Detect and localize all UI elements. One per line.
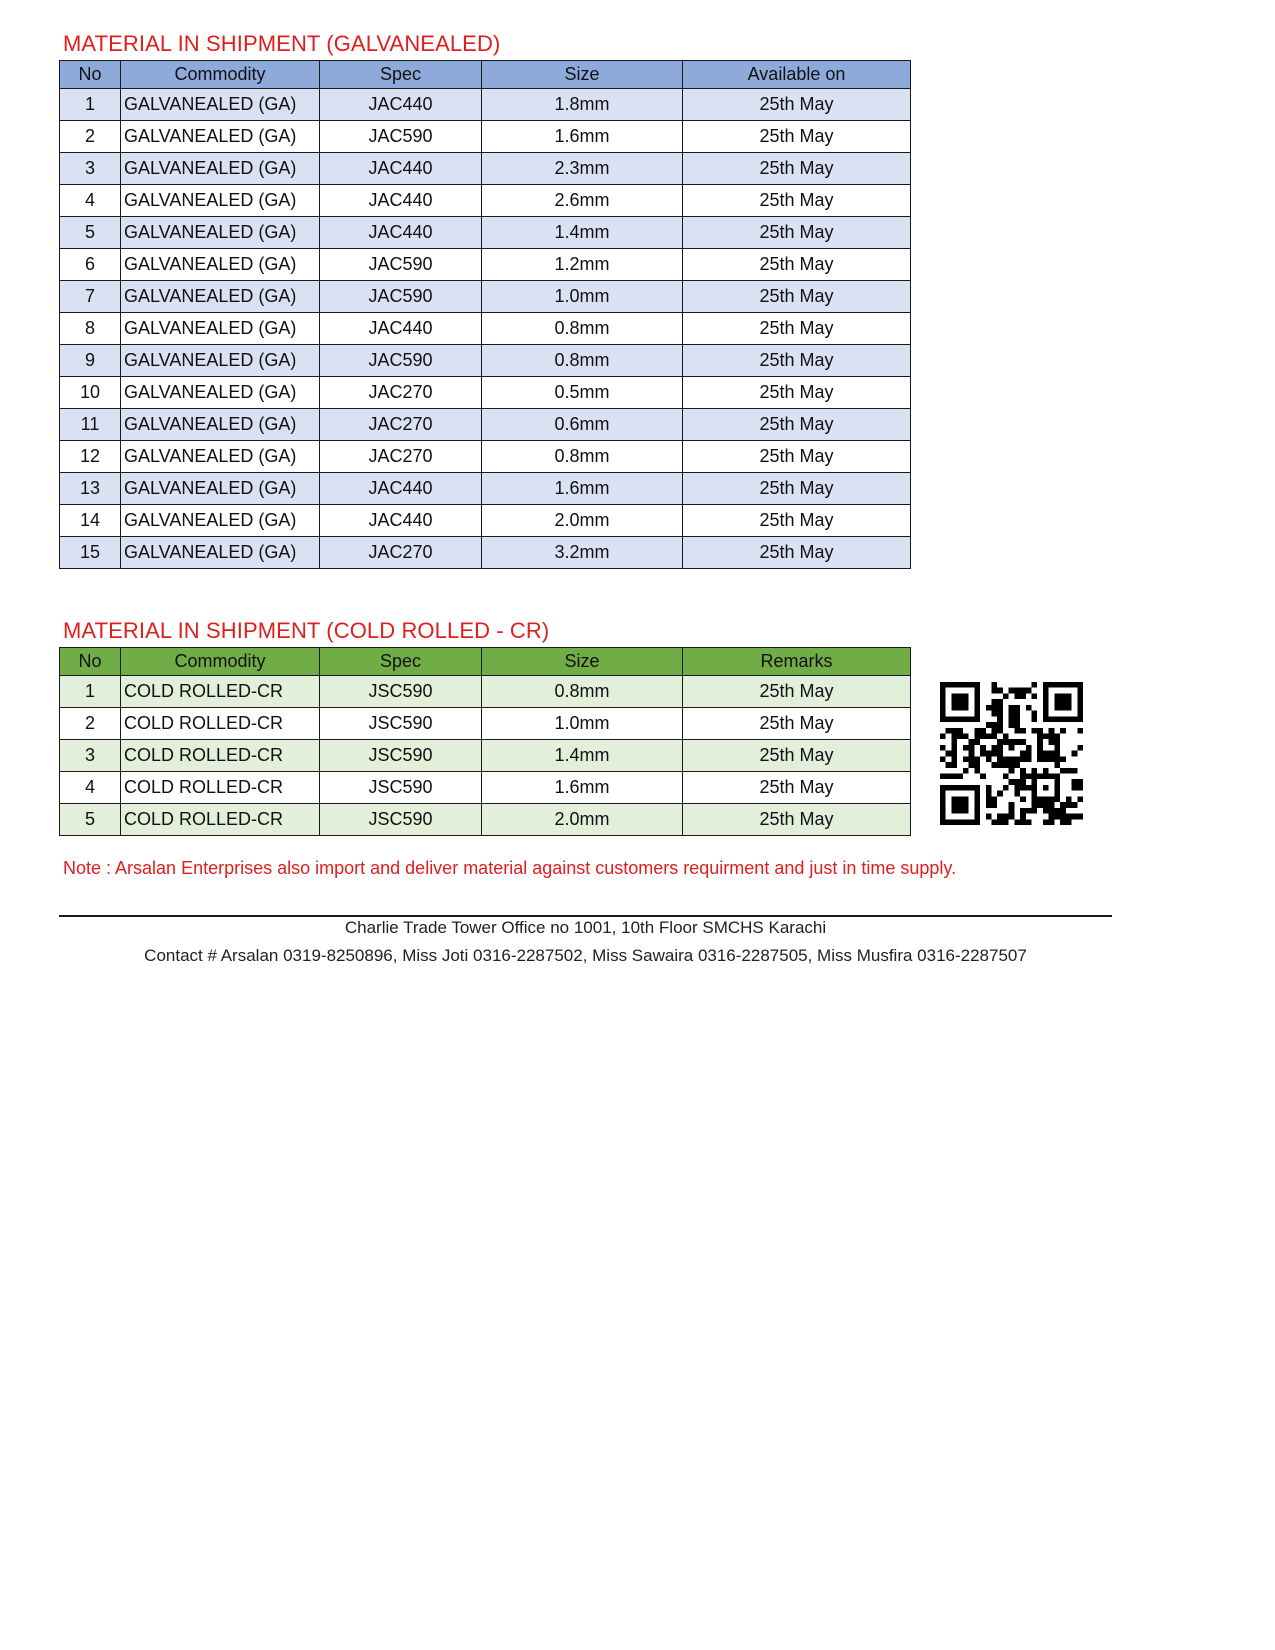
cell-no: 5 — [60, 804, 121, 836]
cell-spec: JAC440 — [320, 505, 482, 537]
cell-spec: JAC440 — [320, 153, 482, 185]
table-row — [60, 740, 911, 772]
cell-date: 25th May — [683, 708, 911, 740]
cell-date: 25th May — [683, 676, 911, 708]
cell-spec: JAC440 — [320, 473, 482, 505]
column-header-available-on: Available on — [683, 61, 911, 89]
cell-commodity: COLD ROLLED-CR — [121, 676, 320, 708]
cell-commodity: GALVANEALED (GA) — [121, 217, 320, 249]
cell-no: 10 — [60, 377, 121, 409]
cell-size: 0.8mm — [482, 345, 683, 377]
footer-contact: Contact # Arsalan 0319-8250896, Miss Joti 0316-2287502, Miss Sawaira 0316-2287505, Miss Musfira 0316-2287507 — [144, 946, 1027, 965]
table-row — [60, 185, 911, 217]
column-header-spec: Spec — [320, 648, 482, 676]
cell-spec: JSC590 — [320, 708, 482, 740]
cell-date: 25th May — [683, 377, 911, 409]
cell-no: 4 — [60, 185, 121, 217]
table-row — [60, 804, 911, 836]
column-header-commodity: Commodity — [121, 61, 320, 89]
cell-commodity: GALVANEALED (GA) — [121, 313, 320, 345]
cell-spec: JAC590 — [320, 281, 482, 313]
table-row — [60, 537, 911, 569]
cell-no: 11 — [60, 409, 121, 441]
table-row — [60, 441, 911, 473]
cell-size: 3.2mm — [482, 537, 683, 569]
table-row — [60, 121, 911, 153]
cell-size: 0.8mm — [482, 441, 683, 473]
cell-spec: JAC590 — [320, 121, 482, 153]
cell-commodity: GALVANEALED (GA) — [121, 441, 320, 473]
cell-size: 1.0mm — [482, 281, 683, 313]
cell-no: 2 — [60, 121, 121, 153]
cell-date: 25th May — [683, 217, 911, 249]
table-row — [60, 377, 911, 409]
cell-size: 1.6mm — [482, 473, 683, 505]
cell-spec: JAC590 — [320, 249, 482, 281]
cell-commodity: COLD ROLLED-CR — [121, 740, 320, 772]
cell-spec: JAC440 — [320, 89, 482, 121]
cell-commodity: GALVANEALED (GA) — [121, 505, 320, 537]
galvanealed-table — [59, 60, 911, 569]
cell-no: 6 — [60, 249, 121, 281]
table-row — [60, 249, 911, 281]
cell-spec: JAC270 — [320, 441, 482, 473]
cell-date: 25th May — [683, 153, 911, 185]
supply-note: Note : Arsalan Enterprises also import and deliver material against customers requirment and just in time supply. — [63, 858, 957, 878]
cell-no: 3 — [60, 153, 121, 185]
cell-commodity: GALVANEALED (GA) — [121, 345, 320, 377]
cell-date: 25th May — [683, 249, 911, 281]
column-header-no: No — [60, 648, 121, 676]
cold-rolled-table — [59, 647, 911, 836]
cell-date: 25th May — [683, 740, 911, 772]
cell-no: 15 — [60, 537, 121, 569]
cell-commodity: GALVANEALED (GA) — [121, 121, 320, 153]
cell-commodity: GALVANEALED (GA) — [121, 249, 320, 281]
cell-size: 0.8mm — [482, 676, 683, 708]
table-row — [60, 281, 911, 313]
cell-size: 0.6mm — [482, 409, 683, 441]
cell-no: 5 — [60, 217, 121, 249]
column-header-size: Size — [482, 61, 683, 89]
cell-date: 25th May — [683, 537, 911, 569]
footer-divider — [59, 915, 1112, 917]
cell-spec: JAC440 — [320, 217, 482, 249]
footer-address: Charlie Trade Tower Office no 1001, 10th Floor SMCHS Karachi — [344, 918, 827, 937]
cell-size: 1.2mm — [482, 249, 683, 281]
cell-size: 1.4mm — [482, 740, 683, 772]
cell-size: 1.0mm — [482, 708, 683, 740]
table-row — [60, 708, 911, 740]
cell-size: 2.6mm — [482, 185, 683, 217]
cell-commodity: GALVANEALED (GA) — [121, 185, 320, 217]
cell-size: 2.0mm — [482, 505, 683, 537]
column-header-remarks: Remarks — [683, 648, 911, 676]
table-row — [60, 153, 911, 185]
cell-date: 25th May — [683, 409, 911, 441]
cell-size: 0.5mm — [482, 377, 683, 409]
cell-date: 25th May — [683, 121, 911, 153]
table-header-row — [60, 648, 911, 676]
cell-date: 25th May — [683, 473, 911, 505]
cell-commodity: COLD ROLLED-CR — [121, 804, 320, 836]
qr-code-icon — [940, 682, 1083, 825]
cell-size: 0.8mm — [482, 313, 683, 345]
cell-size: 2.3mm — [482, 153, 683, 185]
cell-no: 12 — [60, 441, 121, 473]
column-header-size: Size — [482, 648, 683, 676]
cell-commodity: COLD ROLLED-CR — [121, 708, 320, 740]
cell-size: 2.0mm — [482, 804, 683, 836]
cell-commodity: GALVANEALED (GA) — [121, 473, 320, 505]
cell-date: 25th May — [683, 441, 911, 473]
cell-no: 3 — [60, 740, 121, 772]
cell-date: 25th May — [683, 89, 911, 121]
cell-spec: JAC270 — [320, 377, 482, 409]
cell-date: 25th May — [683, 313, 911, 345]
column-header-spec: Spec — [320, 61, 482, 89]
cell-no: 9 — [60, 345, 121, 377]
table-row — [60, 345, 911, 377]
table-row — [60, 217, 911, 249]
table-header-row — [60, 61, 911, 89]
cell-no: 4 — [60, 772, 121, 804]
cell-no: 1 — [60, 676, 121, 708]
cell-date: 25th May — [683, 772, 911, 804]
cell-commodity: GALVANEALED (GA) — [121, 409, 320, 441]
cell-spec: JAC590 — [320, 345, 482, 377]
table-row — [60, 676, 911, 708]
cell-no: 1 — [60, 89, 121, 121]
cell-spec: JSC590 — [320, 772, 482, 804]
cell-no: 14 — [60, 505, 121, 537]
cell-no: 2 — [60, 708, 121, 740]
cell-no: 7 — [60, 281, 121, 313]
cell-no: 8 — [60, 313, 121, 345]
cell-date: 25th May — [683, 804, 911, 836]
cell-size: 1.4mm — [482, 217, 683, 249]
cell-size: 1.6mm — [482, 121, 683, 153]
column-header-no: No — [60, 61, 121, 89]
cell-commodity: GALVANEALED (GA) — [121, 281, 320, 313]
cell-spec: JAC440 — [320, 185, 482, 217]
cell-size: 1.8mm — [482, 89, 683, 121]
galvanealed-section-title: MATERIAL IN SHIPMENT (GALVANEALED) — [63, 31, 501, 56]
table-row — [60, 772, 911, 804]
cell-commodity: GALVANEALED (GA) — [121, 153, 320, 185]
cell-spec: JAC270 — [320, 409, 482, 441]
column-header-commodity: Commodity — [121, 648, 320, 676]
table-row — [60, 473, 911, 505]
cell-date: 25th May — [683, 345, 911, 377]
cell-spec: JAC440 — [320, 313, 482, 345]
table-row — [60, 89, 911, 121]
cell-no: 13 — [60, 473, 121, 505]
cell-spec: JSC590 — [320, 740, 482, 772]
cell-commodity: GALVANEALED (GA) — [121, 89, 320, 121]
table-row — [60, 313, 911, 345]
cell-spec: JSC590 — [320, 804, 482, 836]
cell-date: 25th May — [683, 185, 911, 217]
cell-commodity: GALVANEALED (GA) — [121, 377, 320, 409]
table-row — [60, 409, 911, 441]
cell-commodity: GALVANEALED (GA) — [121, 537, 320, 569]
cell-spec: JAC270 — [320, 537, 482, 569]
cell-size: 1.6mm — [482, 772, 683, 804]
cold-rolled-section-title: MATERIAL IN SHIPMENT (COLD ROLLED - CR) — [63, 618, 550, 643]
cell-date: 25th May — [683, 505, 911, 537]
cell-date: 25th May — [683, 281, 911, 313]
table-row — [60, 505, 911, 537]
cell-commodity: COLD ROLLED-CR — [121, 772, 320, 804]
cell-spec: JSC590 — [320, 676, 482, 708]
